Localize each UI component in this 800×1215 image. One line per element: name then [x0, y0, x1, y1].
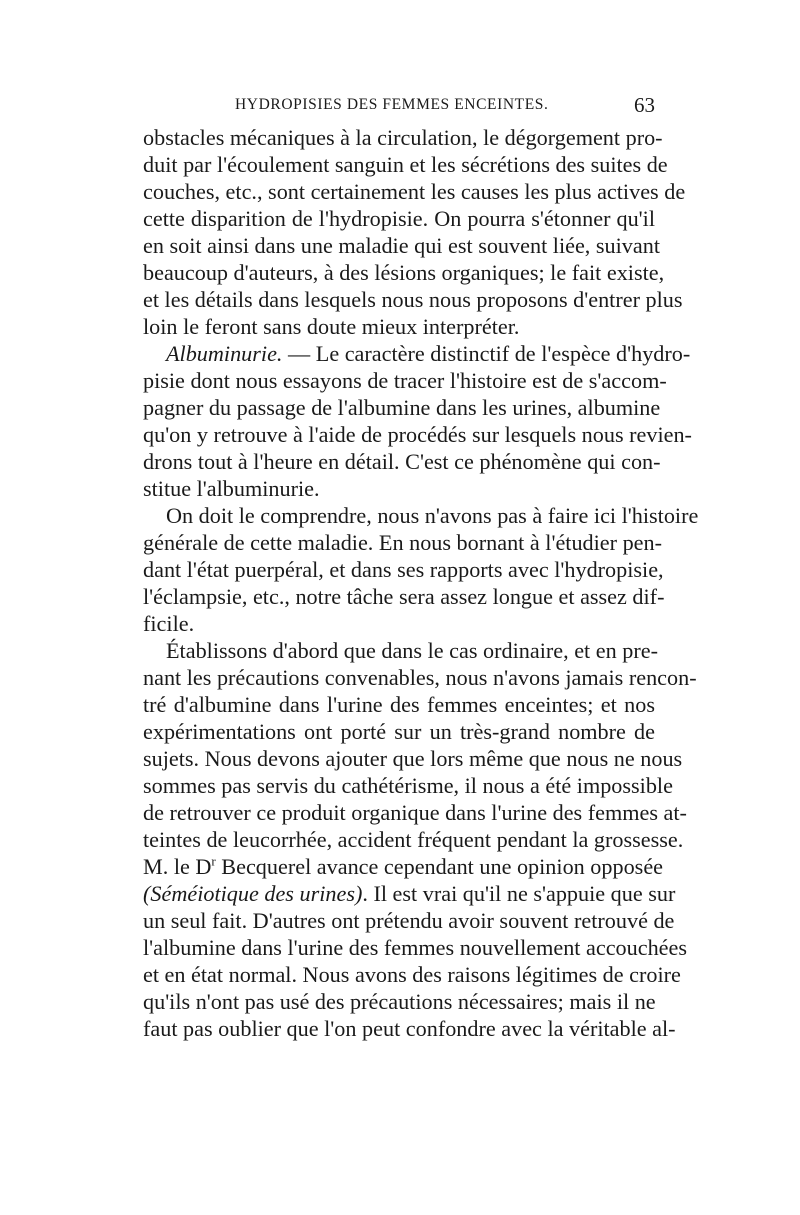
text-line: ficile.: [143, 611, 195, 636]
text-line: qu'ils n'ont pas usé des précautions nécessaires; mais il ne: [143, 989, 656, 1014]
text-line: dant l'état puerpéral, et dans ses rapports avec l'hydropisie,: [143, 557, 664, 582]
body-text: [143, 124, 699, 1042]
text-line: On doit le comprendre, nous n'avons pas à faire ici l'histoire: [166, 503, 699, 528]
text-line: pisie dont nous essayons de tracer l'histoire est de s'accom-: [143, 368, 667, 393]
text-line: faut pas oublier que l'on peut confondre avec la véritable al-: [143, 1016, 676, 1041]
text-run: Becquerel avance cependant une opinion opposée: [215, 854, 664, 879]
text-line-becquerel: [143, 853, 664, 880]
text-line: stitue l'albuminurie.: [143, 476, 320, 501]
page-number: 63: [634, 93, 655, 117]
text-line: l'éclampsie, etc., notre tâche sera assez longue et assez dif-: [143, 584, 665, 609]
text-line: nant les précautions convenables, nous n'avons jamais rencon-: [143, 665, 697, 690]
running-title: HYDROPISIES DES FEMMES ENCEINTES.: [235, 96, 549, 113]
text-line: et en état normal. Nous avons des raisons légitimes de croire: [143, 962, 681, 987]
text-run: . Il est vrai qu'il ne s'appuie que sur: [362, 881, 676, 906]
text-line: loin le feront sans doute mieux interpréter.: [143, 314, 520, 339]
superscript: r: [211, 853, 216, 869]
book-title-citation: (Séméiotique des urines): [143, 881, 363, 906]
text-run: M. le D: [143, 854, 212, 879]
text-line: et les détails dans lesquels nous nous proposons d'entrer plus: [143, 287, 683, 312]
text-line: en soit ainsi dans une maladie qui est souvent liée, suivant: [143, 233, 660, 258]
text-line-albuminurie: [143, 340, 691, 367]
text-line: générale de cette maladie. En nous bornant à l'étudier pen-: [143, 530, 663, 555]
text-run: — Le caractère distinctif de l'espèce d'hydro-: [282, 341, 691, 366]
text-line: sujets. Nous devons ajouter que lors même que nous ne nous: [143, 746, 683, 771]
text-line: obstacles mécaniques à la circulation, le dégorgement pro-: [143, 125, 663, 150]
text-line: sommes pas servis du cathétérisme, il nous a été impossible: [143, 773, 673, 798]
text-line: beaucoup d'auteurs, à des lésions organiques; le fait existe,: [143, 260, 665, 285]
text-line: drons tout à l'heure en détail. C'est ce phénomène qui con-: [143, 449, 661, 474]
text-line: tré d'albumine dans l'urine des femmes enceintes; et nos: [143, 692, 655, 717]
text-line: de retrouver ce produit organique dans l'urine des femmes at-: [143, 800, 687, 825]
text-line-semeiotique: [143, 880, 676, 907]
section-heading-albuminurie: Albuminurie.: [166, 341, 283, 366]
text-line: Établissons d'abord que dans le cas ordinaire, et en pre-: [166, 638, 658, 663]
text-line: un seul fait. D'autres ont prétendu avoir souvent retrouvé de: [143, 908, 675, 933]
text-line: duit par l'écoulement sanguin et les sécrétions des suites de: [143, 152, 668, 177]
text-line: pagner du passage de l'albumine dans les urines, albumine: [143, 395, 661, 420]
text-line: cette disparition de l'hydropisie. On pourra s'étonner qu'il: [143, 206, 655, 231]
text-line: qu'on y retrouve à l'aide de procédés sur lesquels nous revien-: [143, 422, 692, 447]
text-line: expérimentations ont porté sur un très-grand nombre de: [143, 719, 655, 744]
text-line: teintes de leucorrhée, accident fréquent pendant la grossesse.: [143, 827, 684, 852]
text-line: couches, etc., sont certainement les causes les plus actives de: [143, 179, 686, 204]
running-head: [143, 93, 655, 120]
text-line: l'albumine dans l'urine des femmes nouvellement accouchées: [143, 935, 688, 960]
